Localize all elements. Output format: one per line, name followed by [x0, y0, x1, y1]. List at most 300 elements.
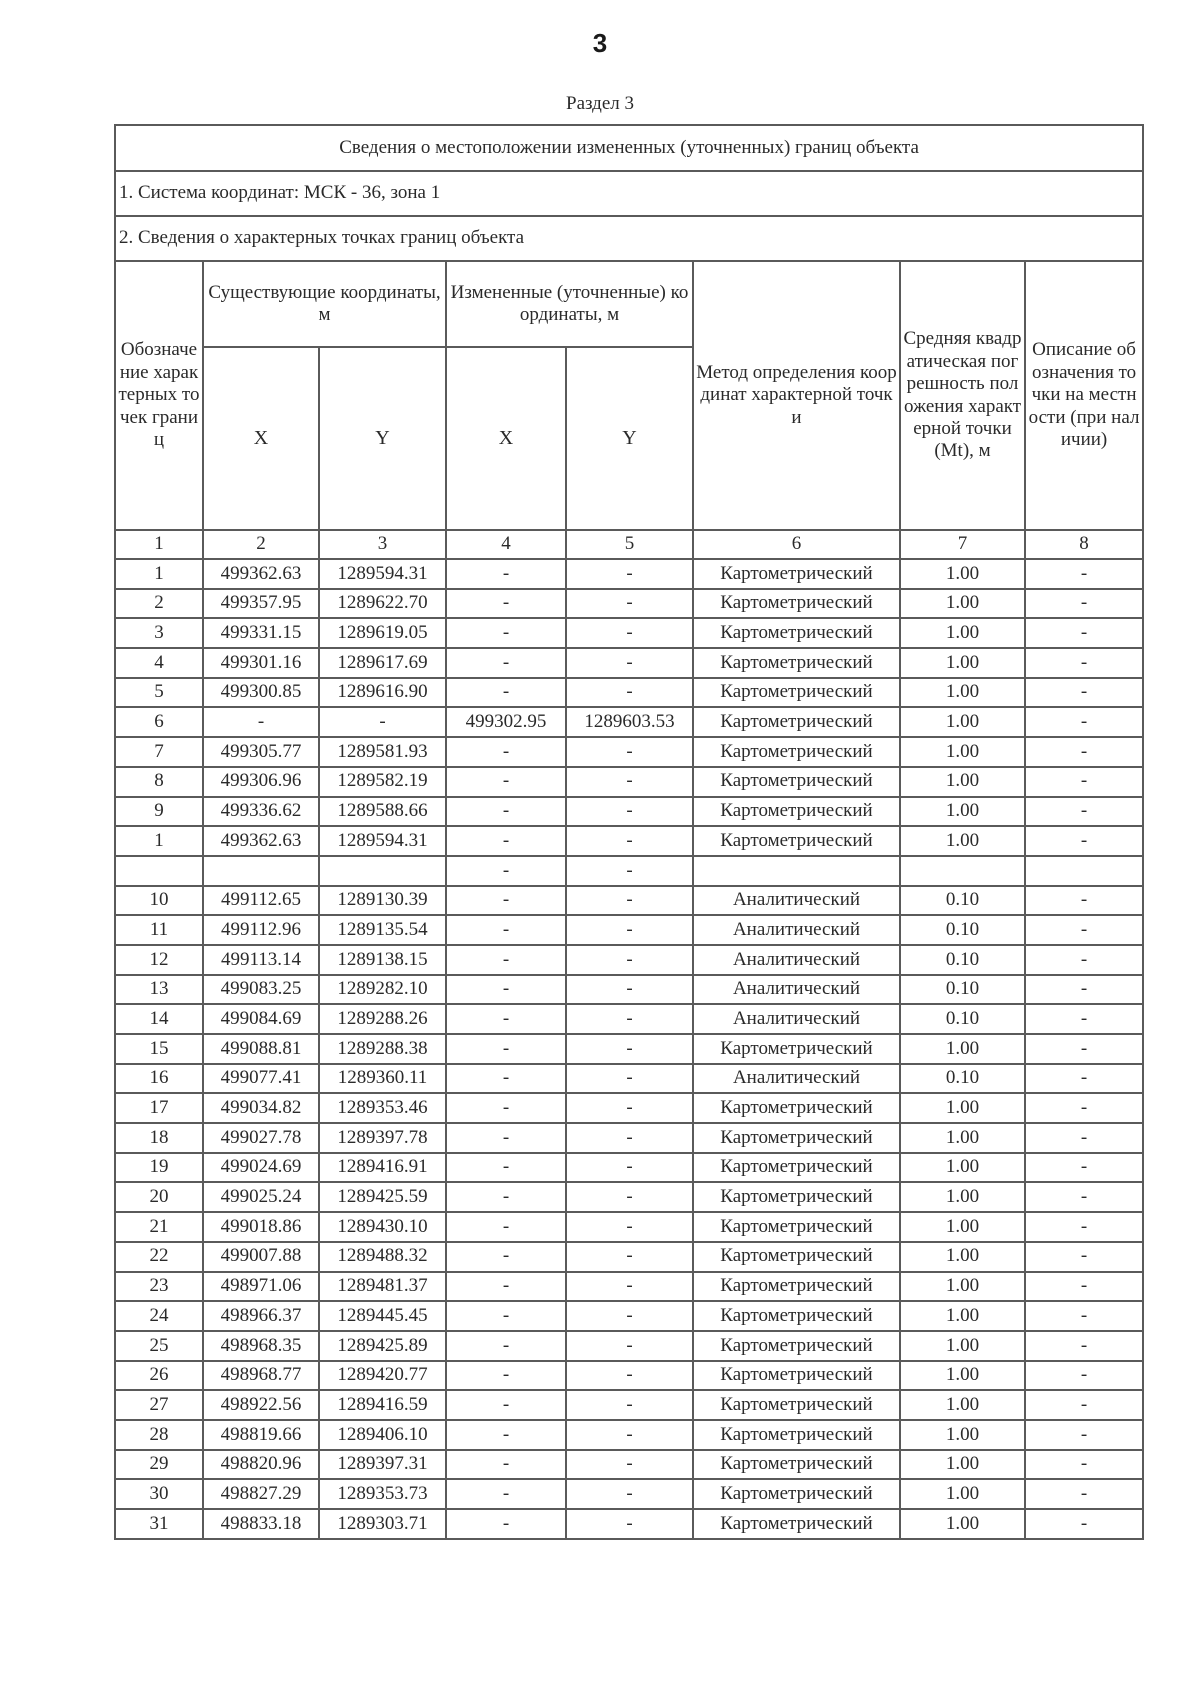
existing-x-cell: 499018.86	[203, 1212, 319, 1242]
changed-y-cell: -	[566, 559, 693, 589]
changed-x-cell: -	[446, 975, 566, 1005]
description-cell: -	[1025, 1479, 1143, 1509]
changed-x-cell: -	[446, 886, 566, 916]
method-cell: Картометрический	[693, 1182, 900, 1212]
existing-y-cell: 1289425.89	[319, 1331, 446, 1361]
table-row	[115, 648, 1143, 678]
point-designation-cell: 5	[115, 678, 203, 708]
mt-cell: 1.00	[900, 1420, 1025, 1450]
description-cell: -	[1025, 1153, 1143, 1183]
point-designation-cell: 29	[115, 1450, 203, 1480]
method-cell: Картометрический	[693, 648, 900, 678]
existing-y-cell: 1289416.91	[319, 1153, 446, 1183]
existing-x-cell: 499077.41	[203, 1064, 319, 1094]
changed-y-cell: -	[566, 826, 693, 856]
column-number: 3	[319, 530, 446, 559]
changed-y-cell: -	[566, 1331, 693, 1361]
mt-cell: 1.00	[900, 1153, 1025, 1183]
table-row	[115, 1272, 1143, 1302]
description-cell: -	[1025, 1123, 1143, 1153]
changed-x-cell: -	[446, 678, 566, 708]
mt-cell: 1.00	[900, 767, 1025, 797]
existing-x-cell: 499024.69	[203, 1153, 319, 1183]
method-cell: Картометрический	[693, 678, 900, 708]
description-cell: -	[1025, 1093, 1143, 1123]
changed-y-cell: -	[566, 589, 693, 619]
existing-x-cell: 499027.78	[203, 1123, 319, 1153]
mt-cell: 1.00	[900, 1272, 1025, 1302]
method-cell: Картометрический	[693, 797, 900, 827]
existing-y-cell: 1289130.39	[319, 886, 446, 916]
description-cell: -	[1025, 1034, 1143, 1064]
description-cell: -	[1025, 1390, 1143, 1420]
existing-x-cell: 498966.37	[203, 1301, 319, 1331]
description-cell: -	[1025, 1064, 1143, 1094]
changed-x-cell: -	[446, 1450, 566, 1480]
header-existing-x: X	[203, 347, 319, 530]
point-designation-cell: 6	[115, 707, 203, 737]
changed-x-cell: -	[446, 1034, 566, 1064]
existing-x-cell: 499301.16	[203, 648, 319, 678]
existing-y-cell: 1289420.77	[319, 1361, 446, 1391]
method-cell: Картометрический	[693, 1420, 900, 1450]
point-designation-cell: 2	[115, 589, 203, 619]
changed-x-cell: -	[446, 589, 566, 619]
table-row	[115, 915, 1143, 945]
table-row	[115, 1242, 1143, 1272]
method-cell: Картометрический	[693, 1242, 900, 1272]
column-number: 7	[900, 530, 1025, 559]
existing-y-cell: 1289445.45	[319, 1301, 446, 1331]
existing-x-cell: 499025.24	[203, 1182, 319, 1212]
existing-y-cell: 1289619.05	[319, 618, 446, 648]
existing-x-cell: 499305.77	[203, 737, 319, 767]
point-designation-cell: 4	[115, 648, 203, 678]
existing-y-cell: 1289288.38	[319, 1034, 446, 1064]
changed-x-cell: -	[446, 1331, 566, 1361]
table-row	[115, 1361, 1143, 1391]
method-cell: Картометрический	[693, 1153, 900, 1183]
changed-y-cell: -	[566, 1361, 693, 1391]
existing-y-cell: 1289353.73	[319, 1479, 446, 1509]
existing-x-cell: 499331.15	[203, 618, 319, 648]
method-cell: Картометрический	[693, 1361, 900, 1391]
changed-y-cell: -	[566, 1182, 693, 1212]
changed-x-cell: -	[446, 559, 566, 589]
point-designation-cell: 7	[115, 737, 203, 767]
description-cell: -	[1025, 826, 1143, 856]
point-designation-cell: 12	[115, 945, 203, 975]
point-designation-cell: 25	[115, 1331, 203, 1361]
changed-y-cell: -	[566, 1212, 693, 1242]
point-designation-cell: 1	[115, 559, 203, 589]
changed-y-cell: -	[566, 1004, 693, 1034]
table-row	[115, 1420, 1143, 1450]
description-cell: -	[1025, 797, 1143, 827]
description-cell: -	[1025, 1301, 1143, 1331]
table-row	[115, 678, 1143, 708]
mt-cell: 1.00	[900, 826, 1025, 856]
mt-cell: 0.10	[900, 886, 1025, 916]
method-cell: Картометрический	[693, 826, 900, 856]
mt-cell: 1.00	[900, 707, 1025, 737]
description-cell: -	[1025, 737, 1143, 767]
mt-cell: 1.00	[900, 1034, 1025, 1064]
mt-cell: 0.10	[900, 975, 1025, 1005]
description-cell: -	[1025, 678, 1143, 708]
existing-x-cell: 499300.85	[203, 678, 319, 708]
changed-y-cell: -	[566, 1034, 693, 1064]
existing-y-cell: 1289616.90	[319, 678, 446, 708]
existing-y-cell	[319, 856, 446, 886]
changed-x-cell: -	[446, 1479, 566, 1509]
existing-y-cell: 1289481.37	[319, 1272, 446, 1302]
point-designation-cell: 18	[115, 1123, 203, 1153]
point-designation-cell: 19	[115, 1153, 203, 1183]
method-cell: Аналитический	[693, 1064, 900, 1094]
section-label: Раздел 3	[566, 93, 634, 114]
changed-y-cell: -	[566, 618, 693, 648]
point-designation-cell: 13	[115, 975, 203, 1005]
method-cell: Картометрический	[693, 737, 900, 767]
existing-y-cell: 1289622.70	[319, 589, 446, 619]
method-cell: Картометрический	[693, 1301, 900, 1331]
method-cell: Картометрический	[693, 1331, 900, 1361]
existing-x-cell: 499007.88	[203, 1242, 319, 1272]
header-changed-y: Y	[566, 347, 693, 530]
point-designation-cell: 27	[115, 1390, 203, 1420]
changed-y-cell: -	[566, 737, 693, 767]
changed-y-cell: -	[566, 1301, 693, 1331]
description-cell: -	[1025, 1004, 1143, 1034]
existing-y-cell: 1289588.66	[319, 797, 446, 827]
table-row	[115, 1212, 1143, 1242]
changed-x-cell: -	[446, 1093, 566, 1123]
changed-y-cell: -	[566, 1242, 693, 1272]
table-row	[115, 797, 1143, 827]
description-cell: -	[1025, 1182, 1143, 1212]
table-row	[115, 1479, 1143, 1509]
existing-y-cell: 1289282.10	[319, 975, 446, 1005]
mt-cell: 0.10	[900, 1064, 1025, 1094]
description-cell: -	[1025, 915, 1143, 945]
existing-x-cell: 499034.82	[203, 1093, 319, 1123]
table-row	[115, 826, 1143, 856]
method-cell: Картометрический	[693, 1272, 900, 1302]
point-designation-cell	[115, 856, 203, 886]
changed-y-cell: -	[566, 1153, 693, 1183]
mt-cell: 1.00	[900, 1123, 1025, 1153]
mt-cell: 1.00	[900, 797, 1025, 827]
table-row	[115, 1034, 1143, 1064]
column-number: 5	[566, 530, 693, 559]
changed-x-cell: -	[446, 1390, 566, 1420]
header-mt: Средняя квадратическая погрешность положения характерной точки (Mt), м	[900, 261, 1025, 530]
changed-x-cell: -	[446, 1361, 566, 1391]
mt-cell: 0.10	[900, 945, 1025, 975]
changed-y-cell: -	[566, 1420, 693, 1450]
mt-cell: 1.00	[900, 1479, 1025, 1509]
changed-y-cell: -	[566, 797, 693, 827]
description-cell: -	[1025, 1509, 1143, 1539]
table-title: Сведения о местоположении измененных (уточненных) границ объекта	[115, 125, 1143, 171]
method-cell: Картометрический	[693, 589, 900, 619]
mt-cell: 1.00	[900, 1093, 1025, 1123]
changed-x-cell: -	[446, 1064, 566, 1094]
method-cell: Картометрический	[693, 1034, 900, 1064]
description-cell: -	[1025, 1212, 1143, 1242]
table-row	[115, 945, 1143, 975]
changed-x-cell: -	[446, 1212, 566, 1242]
changed-y-cell: 1289603.53	[566, 707, 693, 737]
existing-y-cell: 1289594.31	[319, 826, 446, 856]
point-designation-cell: 9	[115, 797, 203, 827]
changed-x-cell: -	[446, 1242, 566, 1272]
header-changed-x: X	[446, 347, 566, 530]
method-cell: Картометрический	[693, 618, 900, 648]
point-designation-cell: 22	[115, 1242, 203, 1272]
changed-x-cell: -	[446, 826, 566, 856]
column-number: 6	[693, 530, 900, 559]
mt-cell: 1.00	[900, 1361, 1025, 1391]
existing-x-cell: 498971.06	[203, 1272, 319, 1302]
description-cell: -	[1025, 975, 1143, 1005]
existing-x-cell: 498922.56	[203, 1390, 319, 1420]
table-row	[115, 1301, 1143, 1331]
column-number: 2	[203, 530, 319, 559]
existing-y-cell: -	[319, 707, 446, 737]
table-row	[115, 707, 1143, 737]
point-designation-cell: 11	[115, 915, 203, 945]
point-designation-cell: 16	[115, 1064, 203, 1094]
table-row	[115, 1331, 1143, 1361]
changed-x-cell: -	[446, 1182, 566, 1212]
point-designation-cell: 23	[115, 1272, 203, 1302]
table-row	[115, 1450, 1143, 1480]
changed-x-cell: -	[446, 737, 566, 767]
point-designation-cell: 24	[115, 1301, 203, 1331]
existing-y-cell: 1289416.59	[319, 1390, 446, 1420]
mt-cell: 0.10	[900, 1004, 1025, 1034]
point-designation-cell: 3	[115, 618, 203, 648]
method-cell: Аналитический	[693, 945, 900, 975]
description-cell: -	[1025, 707, 1143, 737]
changed-x-cell: -	[446, 1420, 566, 1450]
changed-x-cell: -	[446, 915, 566, 945]
description-cell: -	[1025, 886, 1143, 916]
description-cell: -	[1025, 945, 1143, 975]
point-designation-cell: 14	[115, 1004, 203, 1034]
changed-y-cell: -	[566, 1509, 693, 1539]
table-row	[115, 975, 1143, 1005]
existing-x-cell: -	[203, 707, 319, 737]
table-row	[115, 589, 1143, 619]
header-existing-coords: Существующие координаты, м	[203, 261, 446, 347]
table-row	[115, 886, 1143, 916]
method-cell: Картометрический	[693, 1093, 900, 1123]
method-cell: Картометрический	[693, 1509, 900, 1539]
changed-y-cell: -	[566, 856, 693, 886]
existing-x-cell: 499088.81	[203, 1034, 319, 1064]
column-number: 4	[446, 530, 566, 559]
changed-x-cell: -	[446, 1153, 566, 1183]
existing-x-cell	[203, 856, 319, 886]
changed-y-cell: -	[566, 915, 693, 945]
description-cell: -	[1025, 1242, 1143, 1272]
changed-x-cell: -	[446, 945, 566, 975]
existing-x-cell: 499083.25	[203, 975, 319, 1005]
point-designation-cell: 30	[115, 1479, 203, 1509]
points-caption: 2. Сведения о характерных точках границ объекта	[115, 216, 1143, 261]
changed-y-cell: -	[566, 1450, 693, 1480]
point-designation-cell: 15	[115, 1034, 203, 1064]
existing-x-cell: 499084.69	[203, 1004, 319, 1034]
table-row	[115, 1123, 1143, 1153]
changed-x-cell: -	[446, 797, 566, 827]
boundary-points-table	[114, 124, 1144, 1540]
coord-system-label: 1. Система координат: МСК - 36, зона 1	[115, 171, 1143, 216]
existing-x-cell: 498820.96	[203, 1450, 319, 1480]
mt-cell: 1.00	[900, 589, 1025, 619]
changed-x-cell: -	[446, 618, 566, 648]
existing-y-cell: 1289288.26	[319, 1004, 446, 1034]
changed-x-cell: -	[446, 1272, 566, 1302]
mt-cell: 1.00	[900, 618, 1025, 648]
existing-y-cell: 1289581.93	[319, 737, 446, 767]
point-designation-cell: 20	[115, 1182, 203, 1212]
existing-y-cell: 1289430.10	[319, 1212, 446, 1242]
changed-x-cell: -	[446, 648, 566, 678]
changed-x-cell: 499302.95	[446, 707, 566, 737]
mt-cell: 1.00	[900, 648, 1025, 678]
point-designation-cell: 28	[115, 1420, 203, 1450]
method-cell: Аналитический	[693, 915, 900, 945]
method-cell: Картометрический	[693, 707, 900, 737]
changed-x-cell: -	[446, 1301, 566, 1331]
changed-y-cell: -	[566, 975, 693, 1005]
point-designation-cell: 10	[115, 886, 203, 916]
method-cell: Картометрический	[693, 559, 900, 589]
mt-cell: 1.00	[900, 1390, 1025, 1420]
table-row	[115, 559, 1143, 589]
method-cell: Аналитический	[693, 1004, 900, 1034]
mt-cell: 1.00	[900, 1450, 1025, 1480]
changed-y-cell: -	[566, 1093, 693, 1123]
table-row	[115, 1390, 1143, 1420]
point-designation-cell: 17	[115, 1093, 203, 1123]
changed-y-cell: -	[566, 1479, 693, 1509]
existing-y-cell: 1289360.11	[319, 1064, 446, 1094]
existing-y-cell: 1289582.19	[319, 767, 446, 797]
method-cell	[693, 856, 900, 886]
existing-y-cell: 1289425.59	[319, 1182, 446, 1212]
description-cell: -	[1025, 618, 1143, 648]
existing-y-cell: 1289303.71	[319, 1509, 446, 1539]
column-number: 1	[115, 530, 203, 559]
existing-x-cell: 499336.62	[203, 797, 319, 827]
method-cell: Аналитический	[693, 975, 900, 1005]
point-designation-cell: 1	[115, 826, 203, 856]
description-cell: -	[1025, 1331, 1143, 1361]
changed-y-cell: -	[566, 678, 693, 708]
header-designation: Обозначение характерных точек границ	[115, 261, 203, 530]
existing-y-cell: 1289406.10	[319, 1420, 446, 1450]
point-designation-cell: 31	[115, 1509, 203, 1539]
changed-y-cell: -	[566, 1390, 693, 1420]
changed-x-cell: -	[446, 1004, 566, 1034]
existing-x-cell: 498968.77	[203, 1361, 319, 1391]
description-cell: -	[1025, 1450, 1143, 1480]
mt-cell: 1.00	[900, 559, 1025, 589]
header-changed-coords: Измененные (уточненные) координаты, м	[446, 261, 693, 347]
table-row	[115, 737, 1143, 767]
point-designation-cell: 21	[115, 1212, 203, 1242]
existing-x-cell: 499306.96	[203, 767, 319, 797]
mt-cell: 1.00	[900, 1212, 1025, 1242]
mt-cell: 0.10	[900, 915, 1025, 945]
table-row	[115, 767, 1143, 797]
method-cell: Картометрический	[693, 767, 900, 797]
mt-cell: 1.00	[900, 1242, 1025, 1272]
existing-y-cell: 1289594.31	[319, 559, 446, 589]
changed-y-cell: -	[566, 886, 693, 916]
table-row	[115, 1064, 1143, 1094]
method-cell: Картометрический	[693, 1479, 900, 1509]
existing-x-cell: 498819.66	[203, 1420, 319, 1450]
changed-x-cell: -	[446, 856, 566, 886]
existing-x-cell: 499113.14	[203, 945, 319, 975]
existing-x-cell: 499362.63	[203, 826, 319, 856]
existing-y-cell: 1289397.78	[319, 1123, 446, 1153]
description-cell	[1025, 856, 1143, 886]
existing-x-cell: 498833.18	[203, 1509, 319, 1539]
changed-x-cell: -	[446, 1509, 566, 1539]
method-cell: Картометрический	[693, 1450, 900, 1480]
method-cell: Аналитический	[693, 886, 900, 916]
changed-y-cell: -	[566, 1064, 693, 1094]
point-designation-cell: 26	[115, 1361, 203, 1391]
table-row	[115, 1004, 1143, 1034]
mt-cell: 1.00	[900, 678, 1025, 708]
existing-x-cell: 499357.95	[203, 589, 319, 619]
description-cell: -	[1025, 559, 1143, 589]
changed-x-cell: -	[446, 1123, 566, 1153]
mt-cell	[900, 856, 1025, 886]
mt-cell: 1.00	[900, 1509, 1025, 1539]
changed-x-cell: -	[446, 767, 566, 797]
method-cell: Картометрический	[693, 1123, 900, 1153]
mt-cell: 1.00	[900, 1331, 1025, 1361]
existing-y-cell: 1289488.32	[319, 1242, 446, 1272]
method-cell: Картометрический	[693, 1390, 900, 1420]
changed-y-cell: -	[566, 1272, 693, 1302]
description-cell: -	[1025, 1361, 1143, 1391]
existing-y-cell: 1289397.31	[319, 1450, 446, 1480]
existing-x-cell: 499112.65	[203, 886, 319, 916]
table-row	[115, 1182, 1143, 1212]
description-cell: -	[1025, 589, 1143, 619]
existing-x-cell: 498968.35	[203, 1331, 319, 1361]
header-description: Описание обозначения точки на местности (при наличии)	[1025, 261, 1143, 530]
point-designation-cell: 8	[115, 767, 203, 797]
description-cell: -	[1025, 767, 1143, 797]
existing-x-cell: 499112.96	[203, 915, 319, 945]
table-row	[115, 1153, 1143, 1183]
changed-y-cell: -	[566, 945, 693, 975]
mt-cell: 1.00	[900, 737, 1025, 767]
header-method: Метод определения координат характерной точки	[693, 261, 900, 530]
existing-x-cell: 499362.63	[203, 559, 319, 589]
